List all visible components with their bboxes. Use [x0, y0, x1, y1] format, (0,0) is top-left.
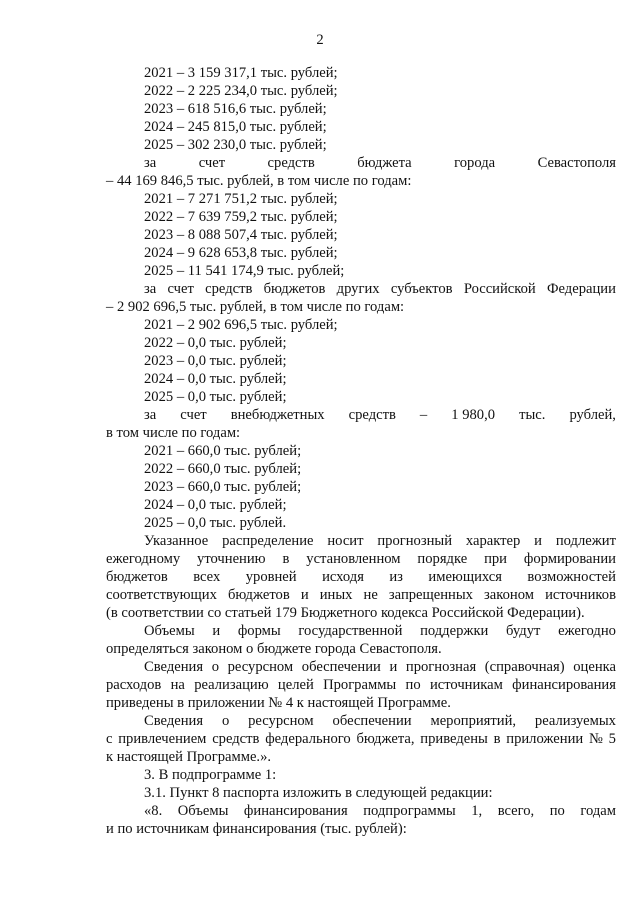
text-line: определяться законом о бюджете города Севастополя. — [106, 641, 442, 657]
word: целей — [277, 677, 314, 693]
text-line: 2022 – 660,0 тыс. рублей; — [144, 461, 302, 477]
word: всего, — [497, 803, 535, 819]
text-line — [106, 802, 616, 820]
word: в — [282, 551, 290, 567]
word: и — [534, 533, 542, 549]
word: приложении — [506, 731, 584, 747]
word: Объемы — [177, 803, 229, 819]
word: средств — [348, 407, 396, 423]
text-line: 3. В подпрограмме 1: — [144, 767, 277, 783]
word: № — [588, 731, 603, 747]
word: других — [336, 281, 380, 297]
word: подлежит — [555, 533, 616, 549]
word: запрещенных — [388, 587, 473, 603]
word: реализуемых — [534, 713, 616, 729]
word: ресурсном — [227, 659, 294, 675]
word: распределение — [222, 533, 314, 549]
word: и — [212, 623, 221, 639]
word: – — [419, 407, 428, 423]
word: государственной — [298, 623, 403, 639]
word: рублей, — [569, 407, 616, 423]
word: средств — [212, 731, 260, 747]
word: приведены — [420, 731, 488, 747]
word: уровней — [245, 569, 297, 585]
word: федерального — [265, 731, 351, 747]
word: прогнозная — [405, 659, 477, 675]
word: установленном — [306, 551, 401, 567]
word: города — [454, 155, 496, 171]
text-line — [106, 730, 616, 748]
word: (справочная) — [484, 659, 565, 675]
word: тыс. — [519, 407, 546, 423]
word: бюджетов — [106, 569, 168, 585]
word: бюджетов — [227, 587, 290, 603]
text-line: 2021 – 2 902 696,5 тыс. рублей; — [144, 317, 338, 333]
text-line: 3.1. Пункт 8 паспорта изложить в следующей редакции: — [144, 785, 493, 801]
word: средств — [205, 281, 253, 297]
text-line: 2021 – 3 159 317,1 тыс. рублей; — [144, 65, 338, 81]
word: Указанное — [144, 533, 209, 549]
word: финансирования — [243, 803, 348, 819]
document-body — [106, 64, 616, 838]
word: формировании — [523, 551, 616, 567]
word: счет — [180, 407, 207, 423]
word: имеющихся — [428, 569, 502, 585]
text-line — [106, 154, 616, 172]
text-line — [106, 676, 616, 694]
word: соответствующих — [106, 587, 217, 603]
word: «8. — [144, 803, 163, 819]
text-line: – 44 169 846,5 тыс. рублей, в том числе по годам: — [106, 173, 412, 189]
word: обеспечении — [301, 659, 381, 675]
word: Федерации — [546, 281, 616, 297]
text-line — [106, 280, 616, 298]
text-line: 2021 – 7 271 751,2 тыс. рублей; — [144, 191, 338, 207]
word: источников — [545, 587, 616, 603]
word: Севастополя — [537, 155, 616, 171]
word: по — [549, 803, 565, 819]
word: о — [221, 713, 230, 729]
word: за — [144, 407, 157, 423]
word: возможностей — [527, 569, 616, 585]
text-line: 2023 – 660,0 тыс. рублей; — [144, 479, 302, 495]
word: исходя — [322, 569, 364, 585]
word: мероприятий, — [430, 713, 517, 729]
word: носит — [327, 533, 364, 549]
word: Программы — [323, 677, 397, 693]
word: всех — [193, 569, 221, 585]
word: подпрограммы — [363, 803, 456, 819]
text-line — [106, 658, 616, 676]
word: Российской — [463, 281, 536, 297]
word: расходов — [106, 677, 162, 693]
word: порядке — [417, 551, 468, 567]
word: уточнению — [197, 551, 266, 567]
word: привлечением — [118, 731, 207, 747]
word: счет — [167, 281, 194, 297]
text-line — [106, 712, 616, 730]
word: законом — [484, 587, 534, 603]
text-line: – 2 902 696,5 тыс. рублей, в том числе по годам: — [106, 299, 405, 315]
word: в — [493, 731, 501, 747]
text-line: (в соответствии со статьей 179 Бюджетного кодекса Российской Федерации). — [106, 605, 585, 621]
word: обеспечении — [332, 713, 412, 729]
text-line: 2025 – 302 230,0 тыс. рублей; — [144, 137, 327, 153]
word: и — [389, 659, 398, 675]
word: ежегодно — [558, 623, 616, 639]
word: бюджетов — [263, 281, 326, 297]
word: за — [144, 155, 157, 171]
word: будут — [506, 623, 541, 639]
word: формы — [237, 623, 281, 639]
word: средств — [267, 155, 315, 171]
word: источникам — [429, 677, 503, 693]
text-line: 2022 – 7 639 759,2 тыс. рублей; — [144, 209, 338, 225]
word: счет — [198, 155, 226, 171]
word: из — [389, 569, 403, 585]
word: при — [484, 551, 507, 567]
text-line: к настоящей Программе.». — [106, 749, 272, 765]
word: и — [300, 587, 309, 603]
text-line: 2023 – 8 088 507,4 тыс. рублей; — [144, 227, 338, 243]
text-line — [106, 622, 616, 640]
word: 1 980,0 — [451, 407, 496, 423]
word: иных — [319, 587, 353, 603]
text-line — [106, 406, 616, 424]
text-line — [106, 586, 616, 604]
word: прогнозный — [377, 533, 453, 549]
word: о — [211, 659, 219, 675]
text-line: 2023 – 618 516,6 тыс. рублей; — [144, 101, 327, 117]
word: субъектов — [390, 281, 453, 297]
word: 1, — [471, 803, 483, 819]
text-line: 2025 – 0,0 тыс. рублей; — [144, 389, 287, 405]
word: ресурсном — [248, 713, 314, 729]
word: Объемы — [144, 623, 195, 639]
word: с — [106, 731, 113, 747]
word: ежегодному — [106, 551, 181, 567]
word: характер — [465, 533, 521, 549]
word: за — [144, 281, 157, 297]
text-line — [106, 568, 616, 586]
text-line: 2022 – 2 225 234,0 тыс. рублей; — [144, 83, 338, 99]
word: бюджета, — [356, 731, 415, 747]
text-line: и по источникам финансирования (тыс. рублей): — [106, 821, 407, 837]
text-line: 2021 – 660,0 тыс. рублей; — [144, 443, 302, 459]
word: поддержки — [420, 623, 489, 639]
word: Сведения — [144, 713, 204, 729]
word: по — [405, 677, 421, 693]
text-line: 2025 – 11 541 174,9 тыс. рублей; — [144, 263, 345, 279]
page-number: 2 — [316, 32, 324, 48]
text-line: 2023 – 0,0 тыс. рублей; — [144, 353, 287, 369]
word: Сведения — [144, 659, 204, 675]
text-line: 2022 – 0,0 тыс. рублей; — [144, 335, 287, 351]
word: финансирования — [512, 677, 616, 693]
word: годам — [580, 803, 616, 819]
word: оценка — [573, 659, 616, 675]
word: реализацию — [194, 677, 269, 693]
word: не — [363, 587, 378, 603]
word: внебюджетных — [230, 407, 325, 423]
word: 5 — [608, 731, 616, 747]
word: бюджета — [357, 155, 412, 171]
text-line: в том числе по годам: — [106, 425, 241, 441]
text-line: 2024 – 9 628 653,8 тыс. рублей; — [144, 245, 338, 261]
word: на — [170, 677, 185, 693]
text-line: приведены в приложении № 4 к настоящей Программе. — [106, 695, 451, 711]
text-line: 2025 – 0,0 тыс. рублей. — [144, 515, 287, 531]
text-line — [106, 532, 616, 550]
text-line: 2024 – 0,0 тыс. рублей; — [144, 497, 287, 513]
text-line: 2024 – 245 815,0 тыс. рублей; — [144, 119, 327, 135]
text-line — [106, 550, 616, 568]
text-line: 2024 – 0,0 тыс. рублей; — [144, 371, 287, 387]
